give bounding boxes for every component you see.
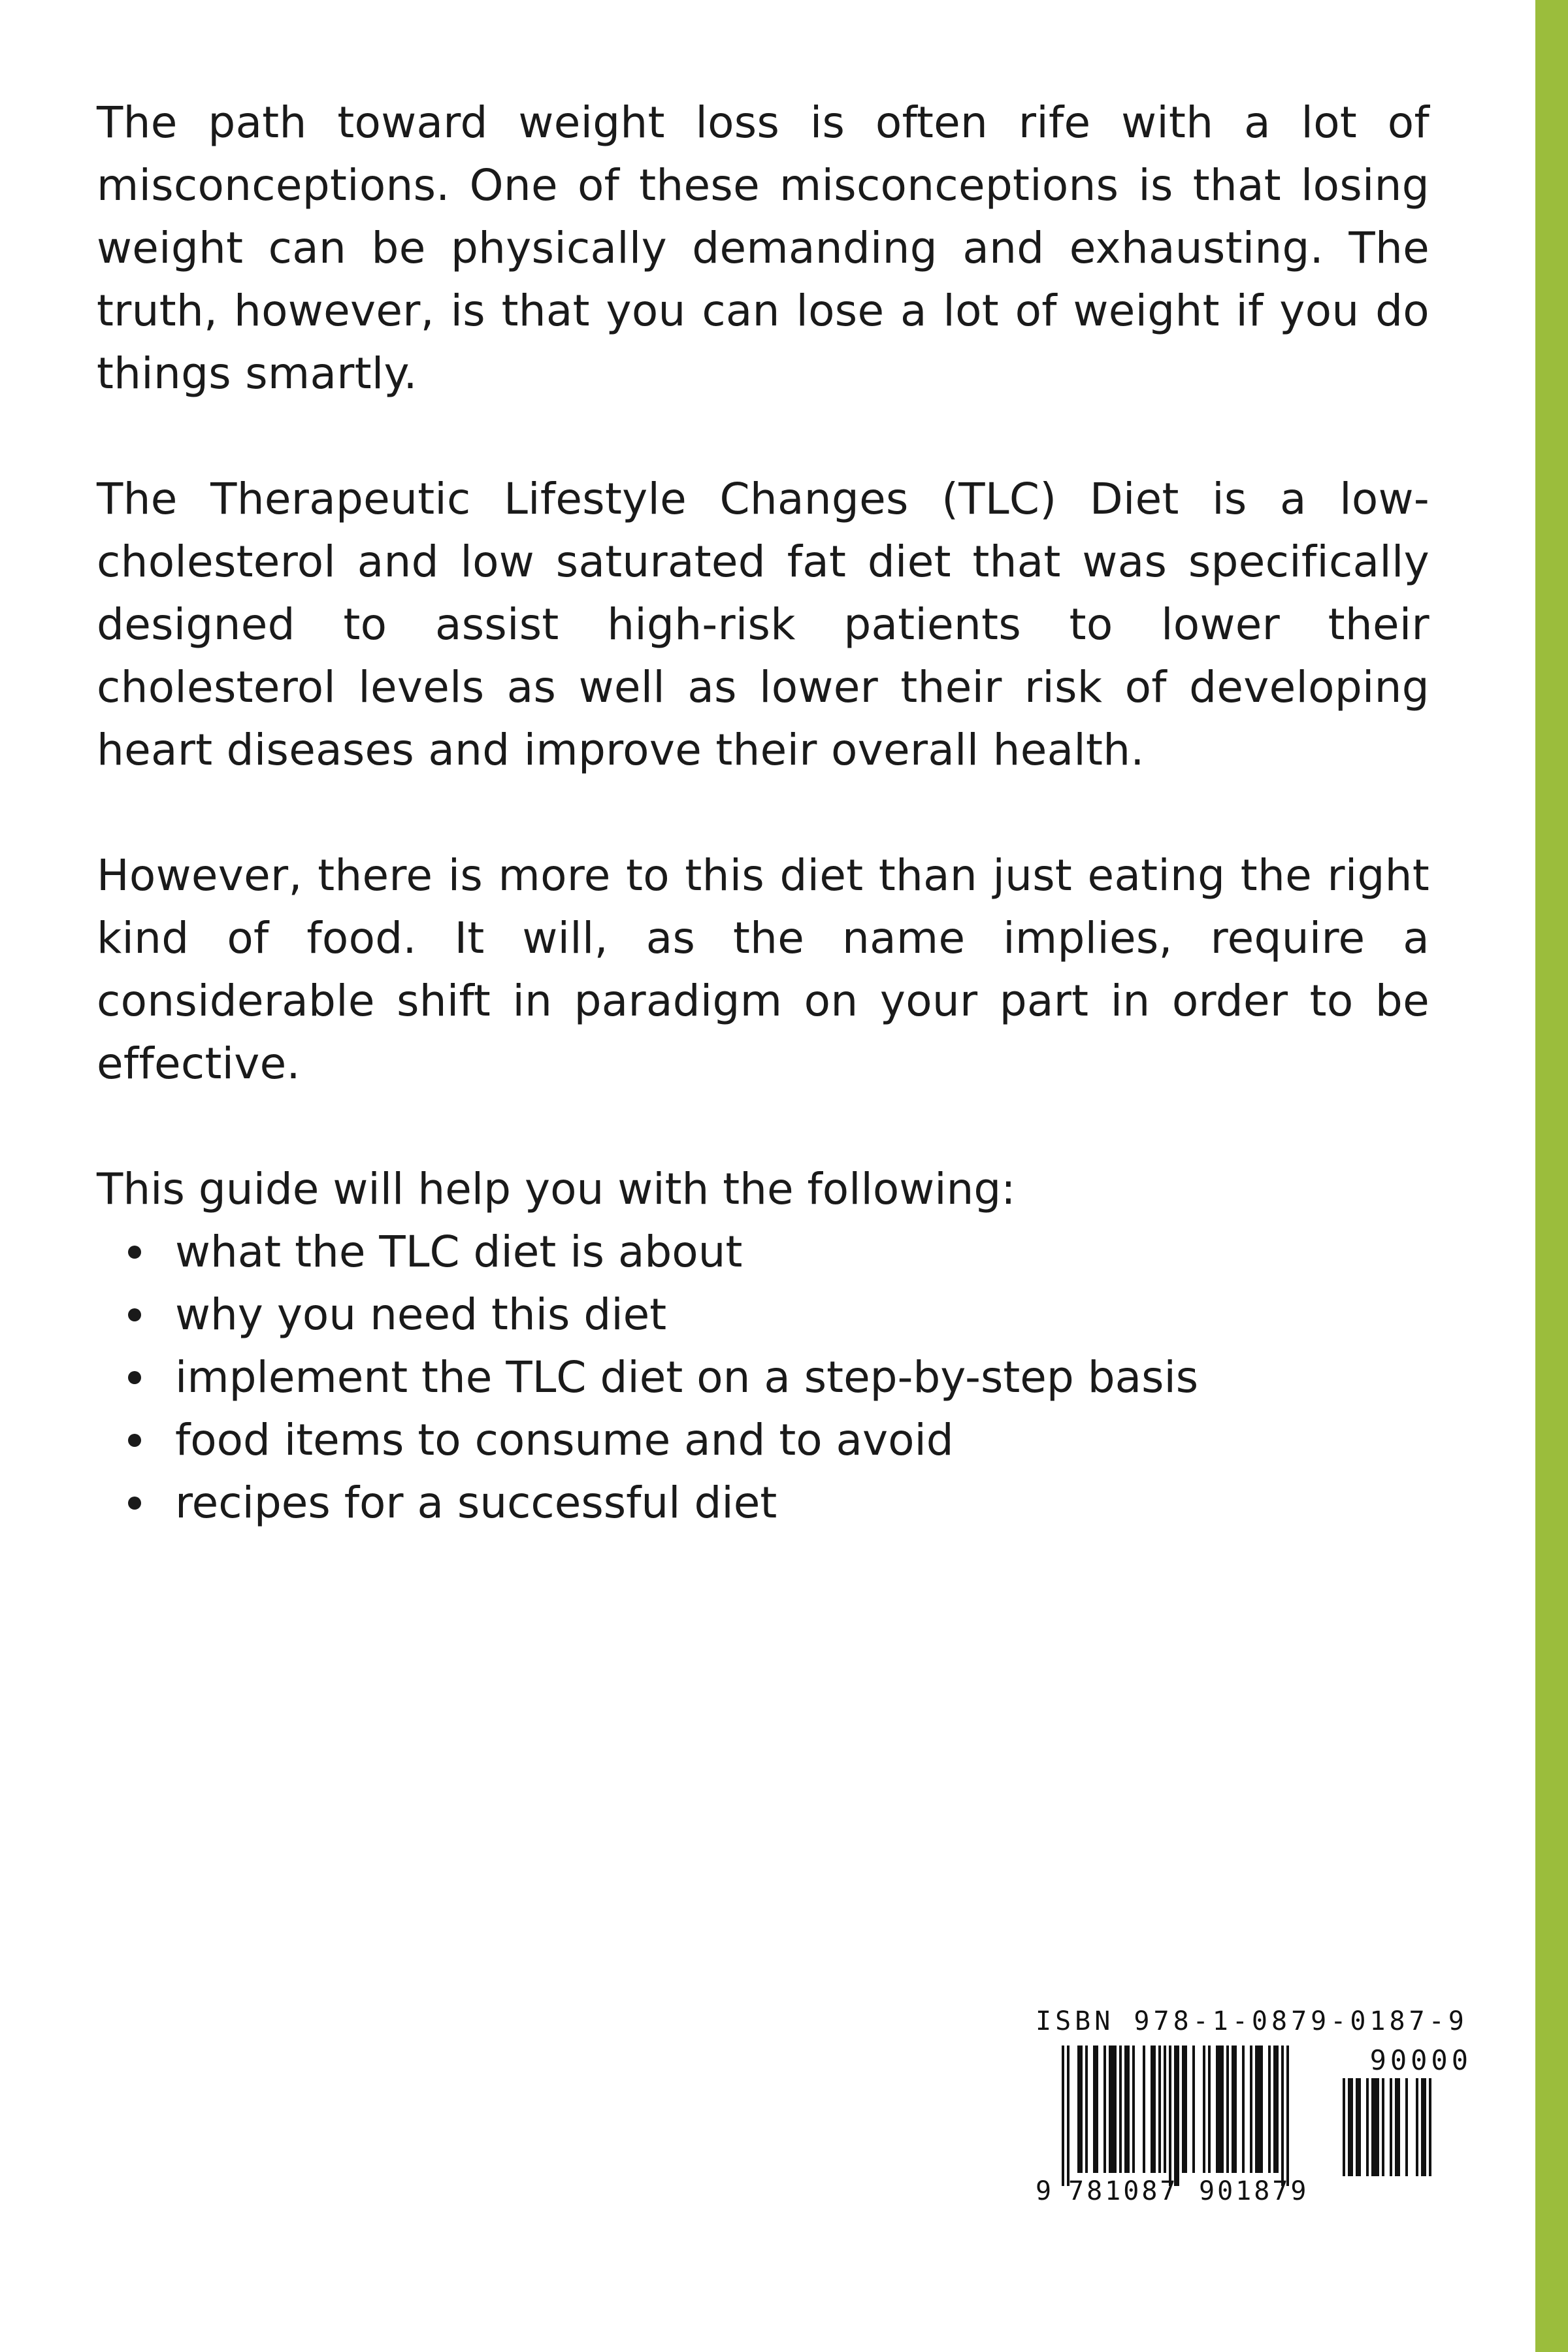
barcode-bar bbox=[1390, 2078, 1392, 2176]
paragraph-2: The Therapeutic Lifestyle Changes (TLC) Diet is a low-cholesterol and low saturated fat diet that was specifically designed to assist high-risk patients to lower their cholesterol levels as well as lower their risk of developing heart diseases and improve their overall health. bbox=[97, 474, 1429, 775]
isbn-barcode bbox=[1036, 2006, 1480, 2215]
barcode-bar bbox=[1174, 2046, 1179, 2186]
barcode-bar bbox=[1158, 2046, 1161, 2173]
barcode-bar bbox=[1416, 2078, 1418, 2176]
barcode-bar bbox=[1182, 2046, 1187, 2173]
barcode-bar bbox=[1085, 2046, 1088, 2173]
barcode-bar bbox=[1124, 2046, 1130, 2173]
barcode-bar bbox=[1429, 2078, 1431, 2176]
bullet-icon bbox=[128, 1246, 141, 1259]
bullet-icon bbox=[128, 1308, 141, 1321]
barcode-bar bbox=[1208, 2046, 1211, 2173]
list-item-text: food items to consume and to avoid bbox=[175, 1415, 954, 1465]
barcode-bar bbox=[1151, 2046, 1156, 2173]
barcode-bar bbox=[1203, 2046, 1205, 2173]
barcode-bar bbox=[1286, 2046, 1289, 2186]
bullet-icon bbox=[128, 1434, 141, 1447]
addon-barcode-bars-icon bbox=[1343, 2078, 1467, 2189]
barcode-lead-digit: 9 bbox=[1036, 2176, 1052, 2206]
spine-color-strip bbox=[1535, 0, 1568, 2352]
barcode-bar bbox=[1169, 2046, 1171, 2186]
barcode-bar bbox=[1405, 2078, 1408, 2176]
list-item bbox=[97, 1409, 1429, 1472]
barcode-bar bbox=[1119, 2046, 1122, 2173]
barcode-bar bbox=[1164, 2046, 1166, 2173]
barcode-bar bbox=[1255, 2046, 1263, 2173]
barcode-bar bbox=[1067, 2046, 1070, 2186]
barcode-bars-icon bbox=[1062, 2046, 1336, 2189]
list-item bbox=[97, 1284, 1429, 1346]
list-item-text: what the TLC diet is about bbox=[175, 1227, 743, 1277]
barcode-bar bbox=[1103, 2046, 1106, 2173]
barcode-bar bbox=[1343, 2078, 1345, 2176]
barcode-bar bbox=[1192, 2046, 1195, 2173]
price-code: 90000 bbox=[1369, 2044, 1472, 2076]
barcode-bar bbox=[1366, 2078, 1369, 2176]
guide-bullet-list bbox=[97, 1221, 1429, 1534]
barcode-bar bbox=[1356, 2078, 1361, 2176]
barcode-bar bbox=[1093, 2046, 1098, 2173]
bullet-icon bbox=[128, 1497, 141, 1510]
isbn-label: ISBN 978-1-0879-0187-9 bbox=[1036, 2006, 1468, 2036]
barcode-bar bbox=[1273, 2046, 1279, 2173]
barcode-bar bbox=[1062, 2046, 1064, 2186]
paragraph-3: However, there is more to this diet than just eating the right kind of food. It will, as the name implies, require a considerable shift in paradigm on your part in order to be effective. bbox=[97, 850, 1429, 1089]
list-item-text: recipes for a successful diet bbox=[175, 1478, 777, 1528]
barcode-bar bbox=[1250, 2046, 1252, 2173]
guide-intro: This guide will help you with the following: bbox=[97, 1164, 1016, 1214]
back-cover-text bbox=[97, 91, 1429, 1534]
paragraph-1: The path toward weight loss is often rife with a lot of misconceptions. One of these misconceptions is that losing weight can be physically demanding and exhausting. The truth, however, is that you can lose a lot of weight if you do things smartly. bbox=[97, 97, 1429, 399]
barcode-bar bbox=[1143, 2046, 1145, 2173]
bullet-icon bbox=[128, 1371, 141, 1384]
barcode-bar bbox=[1371, 2078, 1379, 2176]
list-item-text: why you need this diet bbox=[175, 1289, 667, 1340]
list-item-text: implement the TLC diet on a step-by-step basis bbox=[175, 1352, 1199, 1402]
barcode-bar bbox=[1281, 2046, 1284, 2186]
barcode-right-digits: 901879 bbox=[1199, 2176, 1309, 2206]
barcode-bar bbox=[1216, 2046, 1224, 2173]
barcode-bar bbox=[1421, 2078, 1426, 2176]
barcode-bar bbox=[1268, 2046, 1271, 2173]
barcode-bar bbox=[1395, 2078, 1400, 2176]
barcode-bar bbox=[1109, 2046, 1117, 2173]
list-item bbox=[97, 1472, 1429, 1534]
list-item bbox=[97, 1221, 1429, 1284]
barcode-bar bbox=[1242, 2046, 1245, 2173]
barcode-bar bbox=[1232, 2046, 1237, 2173]
barcode-bar bbox=[1077, 2046, 1083, 2173]
barcode-left-digits: 781087 bbox=[1068, 2176, 1179, 2206]
list-item bbox=[97, 1346, 1429, 1409]
barcode-bar bbox=[1226, 2046, 1229, 2173]
barcode-bar bbox=[1382, 2078, 1384, 2176]
barcode-bar bbox=[1132, 2046, 1135, 2173]
barcode-bar bbox=[1348, 2078, 1353, 2176]
